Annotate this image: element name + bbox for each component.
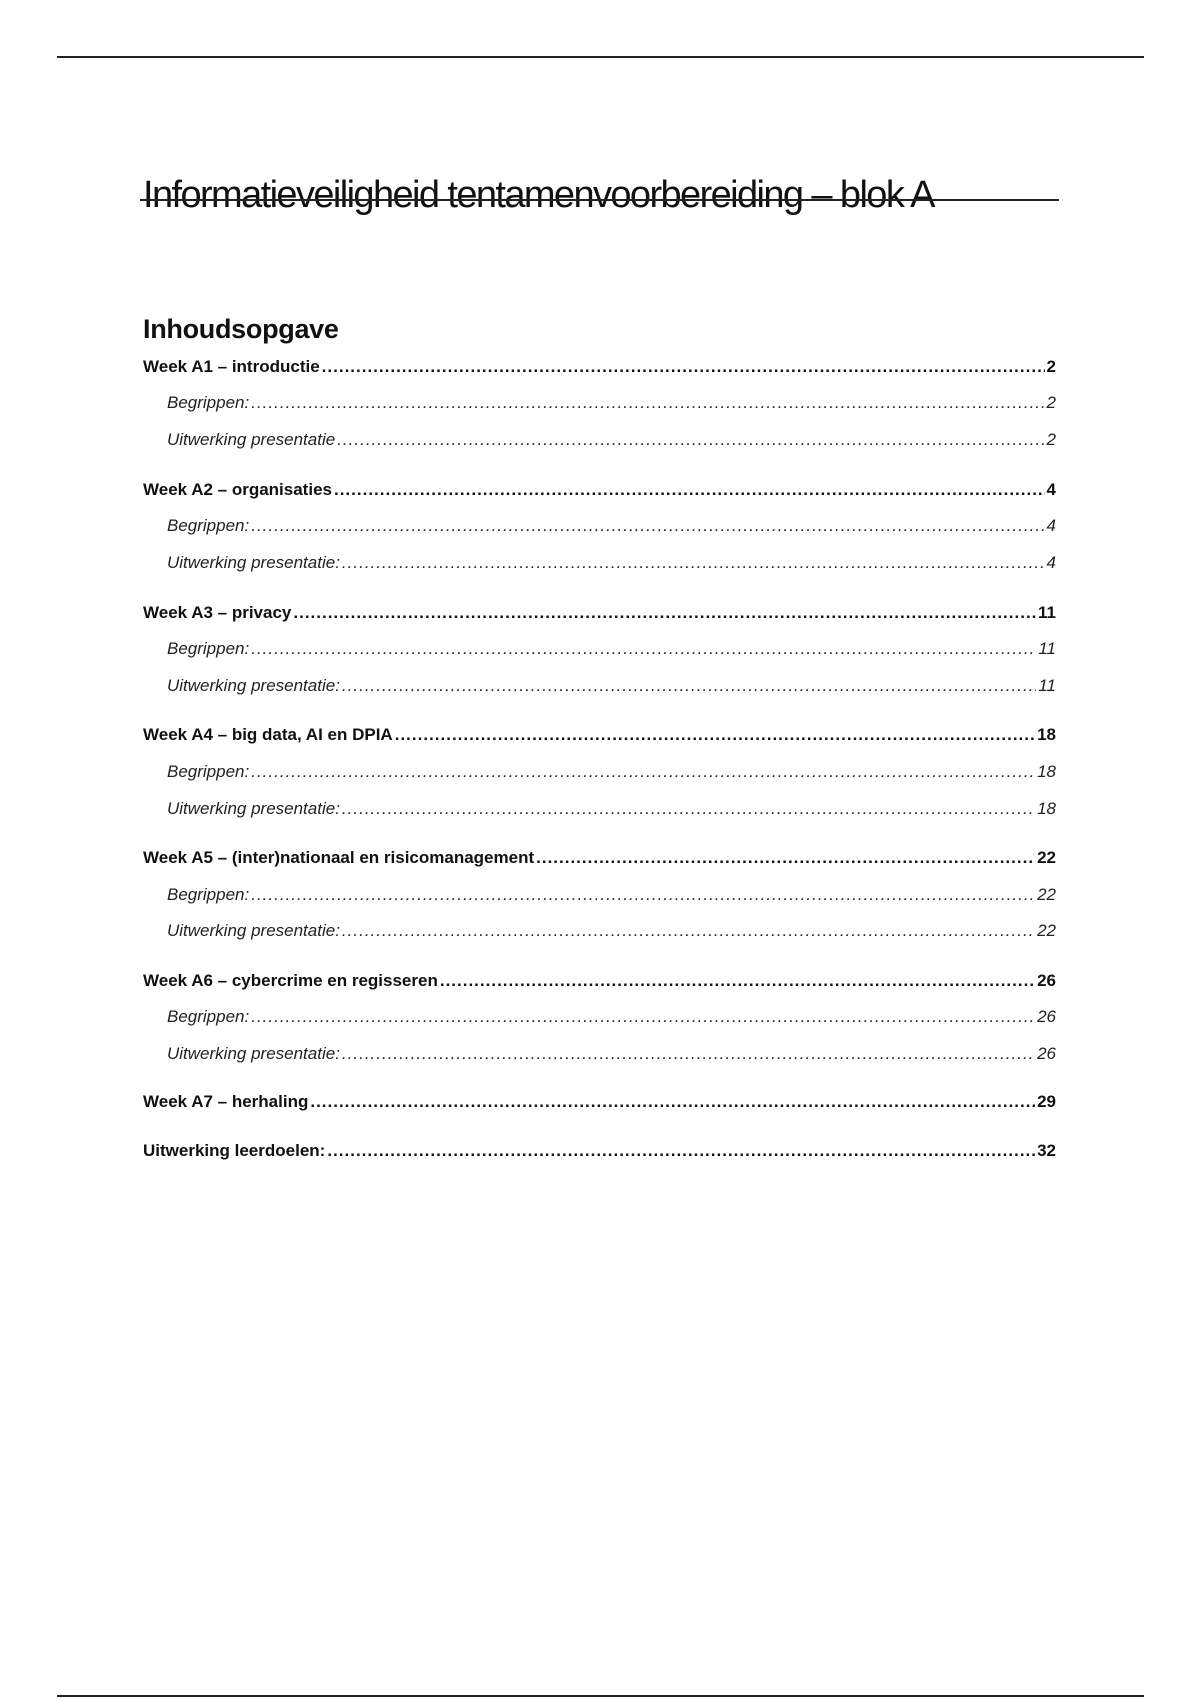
toc-dot-leader	[395, 724, 1035, 746]
toc-entry-week-a5-presentatie[interactable]	[167, 920, 1056, 942]
toc-entry-week-a3-begrippen[interactable]	[167, 638, 1056, 660]
toc-dot-leader	[251, 515, 1044, 537]
toc-page-number: 29	[1037, 1092, 1056, 1111]
toc-page-number: 11	[1038, 639, 1056, 658]
document-title: Informatieveiligheid tentamenvoorbereiding – blok A	[143, 174, 934, 217]
toc-entry-leerdoelen[interactable]	[143, 1140, 1056, 1162]
title-underline	[140, 199, 1059, 201]
toc-entry-label: Begrippen:	[167, 762, 250, 781]
toc-entry-label: Uitwerking presentatie:	[167, 921, 340, 940]
toc-dot-leader	[342, 675, 1036, 697]
page-footer-rule	[57, 1695, 1144, 1697]
toc-entry-week-a1-presentatie[interactable]	[167, 429, 1056, 451]
toc-page-number: 2	[1046, 393, 1056, 412]
toc-dot-leader	[251, 638, 1036, 660]
toc-entry-label: Uitwerking presentatie:	[167, 553, 340, 572]
toc-dot-leader	[251, 884, 1035, 906]
toc-entry-label: Begrippen:	[167, 1007, 250, 1026]
toc-entry-label: Begrippen:	[167, 393, 250, 412]
toc-entry-week-a2-begrippen[interactable]	[167, 515, 1056, 537]
toc-page-number: 32	[1037, 1141, 1056, 1160]
toc-entry-week-a3[interactable]	[143, 602, 1056, 624]
toc-page-number: 4	[1046, 480, 1056, 499]
toc-entry-week-a6[interactable]	[143, 970, 1056, 992]
toc-dot-leader	[293, 602, 1036, 624]
toc-page-number: 18	[1037, 762, 1056, 781]
toc-page-number: 2	[1046, 357, 1056, 376]
toc-page-number: 18	[1037, 799, 1056, 818]
toc-page-number: 26	[1037, 1007, 1056, 1026]
toc-dot-leader	[327, 1140, 1035, 1162]
toc-dot-leader	[342, 552, 1045, 574]
toc-page-number: 4	[1046, 553, 1056, 572]
toc-entry-label: Uitwerking presentatie:	[167, 1044, 340, 1063]
toc-entry-week-a4-presentatie[interactable]	[167, 798, 1056, 820]
toc-entry-label: Uitwerking leerdoelen:	[143, 1141, 326, 1160]
toc-dot-leader	[334, 479, 1045, 501]
toc-dot-leader	[536, 847, 1035, 869]
toc-page-number: 4	[1046, 516, 1056, 535]
toc-page-number: 11	[1038, 676, 1056, 695]
toc-entry-week-a1[interactable]	[143, 356, 1056, 378]
toc-page-number: 11	[1038, 603, 1056, 622]
toc-entry-label: Week A3 – privacy	[143, 603, 292, 622]
toc-entry-week-a6-presentatie[interactable]	[167, 1043, 1056, 1065]
toc-page-number: 22	[1037, 885, 1056, 904]
toc-page-number: 26	[1037, 971, 1056, 990]
toc-entry-label: Week A4 – big data, AI en DPIA	[143, 725, 393, 744]
toc-entry-label: Week A2 – organisaties	[143, 480, 332, 499]
toc-entry-label: Week A6 – cybercrime en regisseren	[143, 971, 438, 990]
toc-dot-leader	[251, 392, 1044, 414]
toc-entry-label: Begrippen:	[167, 885, 250, 904]
toc-heading: Inhoudsopgave	[143, 314, 339, 345]
toc-page-number: 22	[1037, 848, 1056, 867]
toc-entry-label: Uitwerking presentatie:	[167, 676, 340, 695]
toc-dot-leader	[342, 920, 1035, 942]
toc-entry-week-a5-begrippen[interactable]	[167, 884, 1056, 906]
toc-entry-week-a2[interactable]	[143, 479, 1056, 501]
toc-dot-leader	[310, 1091, 1035, 1113]
toc-entry-label: Week A5 – (inter)nationaal en risicomanagement	[143, 848, 535, 867]
toc-page-number: 26	[1037, 1044, 1056, 1063]
toc-entry-label: Begrippen:	[167, 639, 250, 658]
toc-entry-label: Week A1 – introductie	[143, 357, 320, 376]
toc-entry-label: Week A7 – herhaling	[143, 1092, 309, 1111]
toc-page-number: 2	[1046, 430, 1056, 449]
toc-entry-week-a1-begrippen[interactable]	[167, 392, 1056, 414]
toc-entry-week-a2-presentatie[interactable]	[167, 552, 1056, 574]
toc-dot-leader	[337, 429, 1044, 451]
toc-entry-label: Begrippen:	[167, 516, 250, 535]
toc-dot-leader	[322, 356, 1045, 378]
toc-entry-label: Uitwerking presentatie:	[167, 799, 340, 818]
toc-entry-week-a4[interactable]	[143, 724, 1056, 746]
page-header-rule	[57, 56, 1144, 58]
toc-dot-leader	[440, 970, 1035, 992]
toc-entry-week-a7[interactable]	[143, 1091, 1056, 1113]
toc-dot-leader	[342, 1043, 1035, 1065]
toc-entry-week-a3-presentatie[interactable]	[167, 675, 1056, 697]
toc-entry-week-a6-begrippen[interactable]	[167, 1006, 1056, 1028]
toc-entry-week-a5[interactable]	[143, 847, 1056, 869]
toc-dot-leader	[342, 798, 1035, 820]
toc-entry-week-a4-begrippen[interactable]	[167, 761, 1056, 783]
toc-entry-label: Uitwerking presentatie	[167, 430, 336, 449]
toc-page-number: 22	[1037, 921, 1056, 940]
toc-dot-leader	[251, 761, 1035, 783]
toc-dot-leader	[251, 1006, 1035, 1028]
toc-page-number: 18	[1037, 725, 1056, 744]
